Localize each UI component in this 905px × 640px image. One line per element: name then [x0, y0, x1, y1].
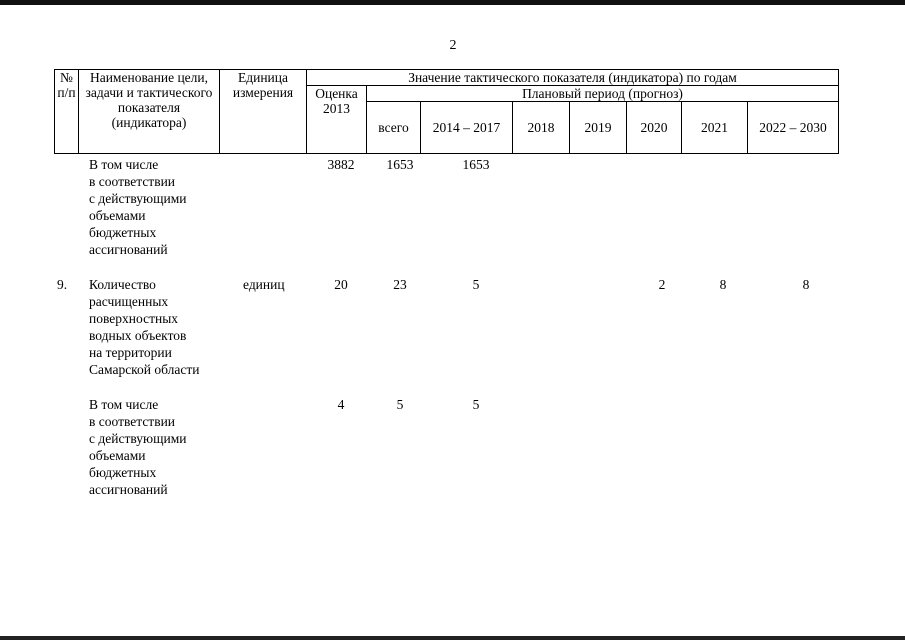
row-1-2014-2017: 1653: [462, 157, 490, 172]
bottom-border: [0, 636, 905, 640]
row-1-total: 1653: [386, 157, 414, 172]
row-2-num: 9.: [57, 277, 68, 292]
row-1-name: В том числе в соответствии с действующими объемами бюджетных ассигнований: [89, 157, 187, 257]
row-3-name: В том числе в соответствии с действующими объемами бюджетных ассигнований: [89, 397, 187, 497]
row-2-total: 23: [393, 277, 407, 292]
header-2018: 2018: [513, 102, 570, 154]
header-2020: 2020: [627, 102, 682, 154]
row-2-2021: 8: [719, 277, 727, 292]
header-2019: 2019: [570, 102, 627, 154]
header-2022-2030: 2022 – 2030: [748, 102, 839, 154]
header-values: Значение тактического показателя (индикатора) по годам: [307, 70, 839, 86]
header-plan: Плановый период (прогноз): [367, 86, 839, 102]
row-2-unit: единиц: [243, 277, 285, 292]
row-2-2022-2030: 8: [802, 277, 810, 292]
row-3-estimate: 4: [337, 397, 345, 412]
header-2014-2017: 2014 – 2017: [421, 102, 513, 154]
table-header: [54, 69, 839, 154]
row-3-2014-2017: 5: [472, 397, 480, 412]
row-3-total: 5: [396, 397, 404, 412]
row-2-2020: 2: [658, 277, 666, 292]
row-1-estimate: 3882: [327, 157, 355, 172]
page-number: 2: [449, 38, 457, 53]
header-2021: 2021: [682, 102, 748, 154]
header-estimate: Оценка 2013: [307, 86, 367, 154]
row-2-name: Количество расчищенных поверхностных водных объектов на территории Самарской области: [89, 277, 200, 377]
top-border: [0, 0, 905, 5]
header-num: № п/п: [55, 70, 79, 154]
header-unit: Единица измерения: [220, 70, 307, 154]
header-name: Наименование цели, задачи и тактического показателя (индикатора): [79, 70, 220, 154]
row-2-2014-2017: 5: [472, 277, 480, 292]
row-2-estimate: 20: [334, 277, 348, 292]
header-total: всего: [367, 102, 421, 154]
